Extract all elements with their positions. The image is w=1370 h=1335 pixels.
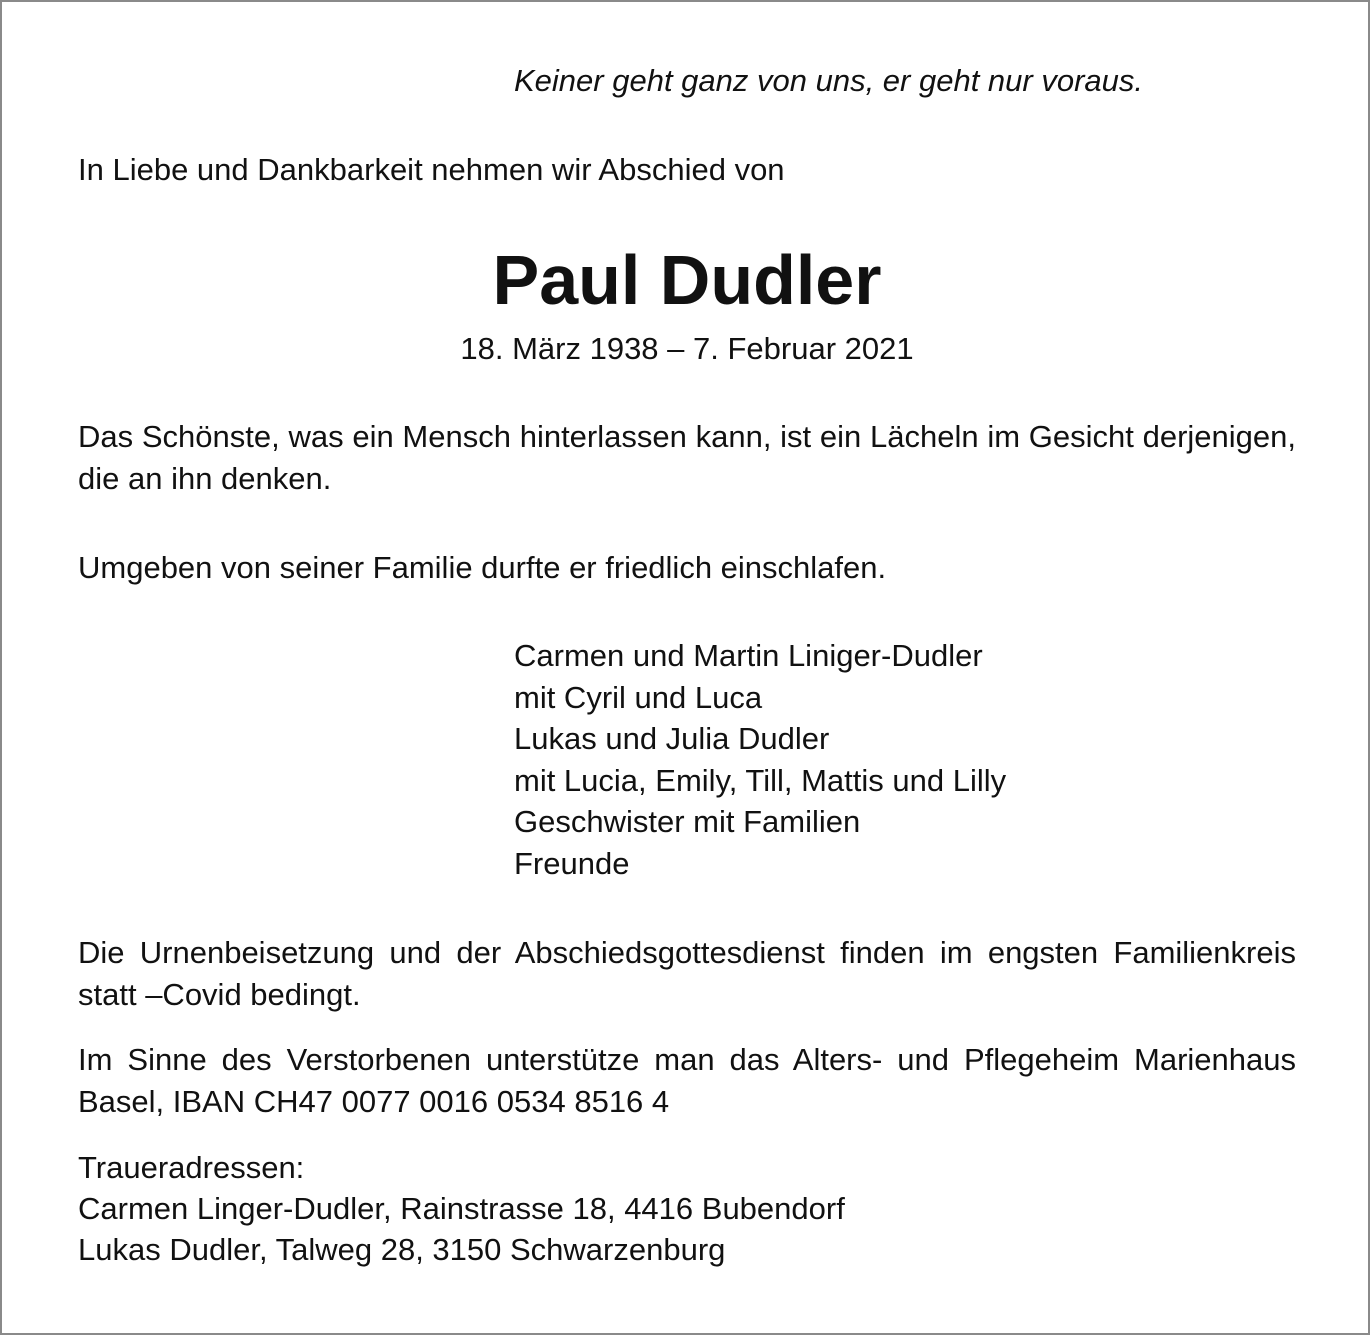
deceased-name: Paul Dudler	[492, 241, 882, 319]
mourner-line: Carmen und Martin Liniger-Dudler	[514, 638, 983, 673]
intro-line: In Liebe und Dankbarkeit nehmen wir Abschied von	[78, 152, 785, 187]
mourner-line: Geschwister mit Familien	[514, 804, 861, 840]
address-line: Lukas Dudler, Talweg 28, 3150 Schwarzenburg	[78, 1232, 726, 1267]
donation-paragraph: Im Sinne des Verstorbenen unterstütze man das Alters- und Pflegeheim Marienhaus Basel, IBAN CH47 0077 0016 0534 8516 4	[78, 1042, 1296, 1119]
addresses-heading: Traueradressen:	[78, 1150, 305, 1185]
mourners-list	[514, 635, 1006, 885]
address-line: Carmen Linger-Dudler, Rainstrasse 18, 4416 Bubendorf	[78, 1191, 845, 1226]
family-paragraph: Umgeben von seiner Familie durfte er friedlich einschlafen.	[78, 550, 887, 585]
addresses-block	[78, 1147, 845, 1270]
mourner-line: Lukas und Julia Dudler	[514, 721, 830, 757]
service-paragraph: Die Urnenbeisetzung und der Abschiedsgottesdienst finden im engsten Familienkreis statt –Covid bedingt.	[78, 935, 1296, 1012]
mourner-line: Freunde	[514, 845, 630, 881]
mourner-line: mit Lucia, Emily, Till, Mattis und Lilly	[514, 762, 1007, 798]
smile-paragraph: Das Schönste, was ein Mensch hinterlassen kann, ist ein Lächeln im Gesicht derjenigen, die an ihn denken.	[78, 419, 1296, 496]
life-dates: 18. März 1938 – 7. Februar 2021	[460, 331, 914, 366]
mourner-line: mit Cyril und Luca	[514, 679, 763, 715]
motto-quote: Keiner geht ganz von uns, er geht nur voraus.	[514, 63, 1144, 98]
